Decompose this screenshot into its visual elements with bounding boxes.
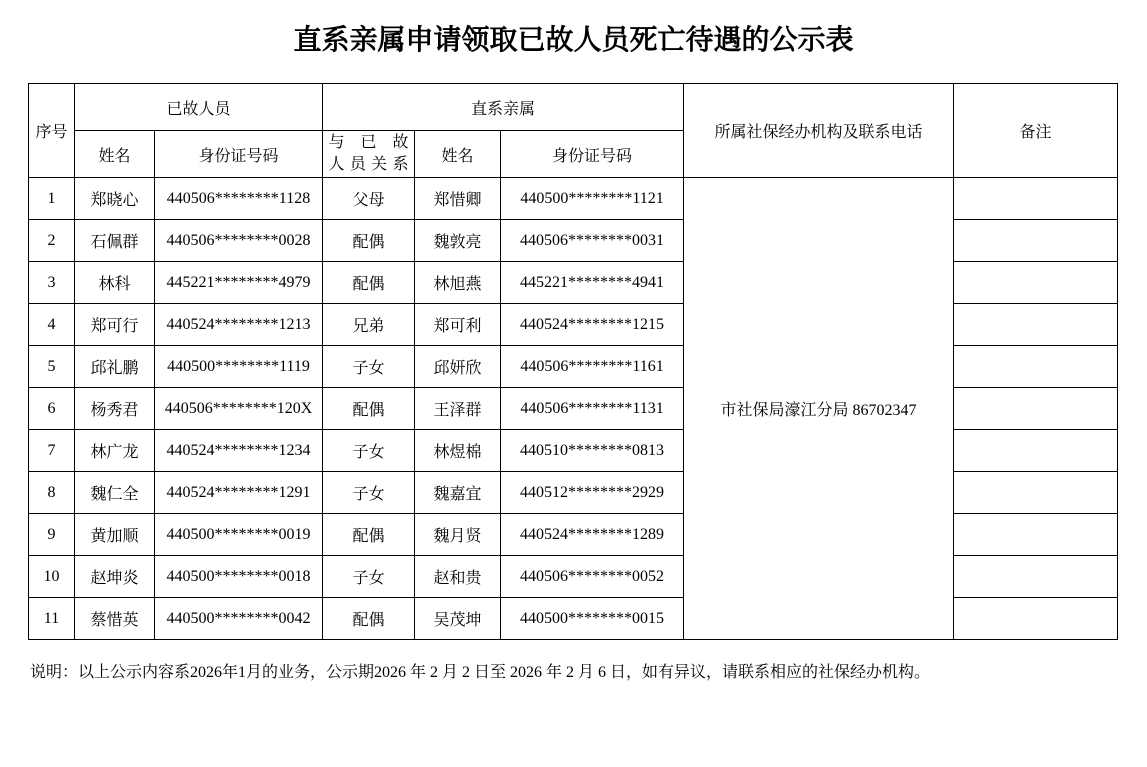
table-row bbox=[29, 430, 1118, 472]
cell-deceased-name: 黄加顺 bbox=[75, 514, 155, 556]
cell-no: 10 bbox=[29, 556, 75, 598]
cell-deceased-name: 郑可行 bbox=[75, 304, 155, 346]
remark-cell bbox=[954, 178, 1118, 220]
header-deceased-name: 姓名 bbox=[75, 131, 155, 178]
cell-no: 9 bbox=[29, 514, 75, 556]
cell-no: 4 bbox=[29, 304, 75, 346]
cell-relative-id: 445221********4941 bbox=[501, 262, 684, 304]
cell-relation: 配偶 bbox=[323, 388, 415, 430]
header-agency: 所属社保经办机构及联系电话 bbox=[684, 84, 954, 178]
cell-relative-name: 郑可利 bbox=[415, 304, 501, 346]
cell-relative-name: 魏敦亮 bbox=[415, 220, 501, 262]
cell-deceased-id: 440524********1213 bbox=[155, 304, 323, 346]
cell-deceased-id: 440524********1234 bbox=[155, 430, 323, 472]
cell-relative-id: 440512********2929 bbox=[501, 472, 684, 514]
cell-deceased-id: 440506********0028 bbox=[155, 220, 323, 262]
cell-deceased-name: 邱礼鹏 bbox=[75, 346, 155, 388]
table-row bbox=[29, 388, 1118, 430]
header-serial: 序号 bbox=[29, 84, 75, 178]
cell-relative-name: 赵和贵 bbox=[415, 556, 501, 598]
table-row bbox=[29, 598, 1118, 640]
cell-no: 3 bbox=[29, 262, 75, 304]
agency-cell: 市社保局濠江分局 86702347 bbox=[684, 178, 954, 640]
remark-cell bbox=[954, 598, 1118, 640]
cell-relation: 配偶 bbox=[323, 598, 415, 640]
cell-relation: 兄弟 bbox=[323, 304, 415, 346]
cell-relative-id: 440506********0031 bbox=[501, 220, 684, 262]
page-title: 直系亲属申请领取已故人员死亡待遇的公示表 bbox=[293, 24, 854, 55]
header-row-1 bbox=[29, 84, 1118, 131]
header-relative-id: 身份证号码 bbox=[501, 131, 684, 178]
cell-relative-name: 魏月贤 bbox=[415, 514, 501, 556]
cell-deceased-name: 林科 bbox=[75, 262, 155, 304]
cell-no: 6 bbox=[29, 388, 75, 430]
header-deceased-id: 身份证号码 bbox=[155, 131, 323, 178]
cell-relative-id: 440506********1131 bbox=[501, 388, 684, 430]
remark-cell bbox=[954, 514, 1118, 556]
remark-cell bbox=[954, 388, 1118, 430]
cell-deceased-id: 440524********1291 bbox=[155, 472, 323, 514]
cell-relation: 配偶 bbox=[323, 514, 415, 556]
table-row bbox=[29, 262, 1118, 304]
cell-relative-name: 林旭燕 bbox=[415, 262, 501, 304]
cell-deceased-name: 魏仁全 bbox=[75, 472, 155, 514]
cell-relative-name: 林煜棉 bbox=[415, 430, 501, 472]
remark-cell bbox=[954, 430, 1118, 472]
cell-relation: 配偶 bbox=[323, 262, 415, 304]
cell-deceased-name: 郑晓心 bbox=[75, 178, 155, 220]
cell-deceased-name: 石佩群 bbox=[75, 220, 155, 262]
cell-relative-name: 郑惜卿 bbox=[415, 178, 501, 220]
table-row bbox=[29, 304, 1118, 346]
cell-deceased-id: 440506********1128 bbox=[155, 178, 323, 220]
cell-relative-id: 440506********0052 bbox=[501, 556, 684, 598]
table-header bbox=[29, 84, 1118, 178]
cell-no: 5 bbox=[29, 346, 75, 388]
cell-no: 11 bbox=[29, 598, 75, 640]
cell-deceased-name: 杨秀君 bbox=[75, 388, 155, 430]
cell-relative-id: 440500********1121 bbox=[501, 178, 684, 220]
cell-no: 7 bbox=[29, 430, 75, 472]
cell-deceased-id: 445221********4979 bbox=[155, 262, 323, 304]
header-relative-group: 直系亲属 bbox=[323, 84, 684, 131]
cell-relative-name: 魏嘉宜 bbox=[415, 472, 501, 514]
notice-table bbox=[28, 83, 1118, 640]
cell-relation: 子女 bbox=[323, 346, 415, 388]
header-relation-text: 与已故 人员关系 bbox=[328, 134, 409, 173]
cell-relative-name: 吴茂坤 bbox=[415, 598, 501, 640]
table-row bbox=[29, 220, 1118, 262]
cell-relation: 子女 bbox=[323, 472, 415, 514]
header-relative-name: 姓名 bbox=[415, 131, 501, 178]
cell-relative-id: 440524********1215 bbox=[501, 304, 684, 346]
table-body bbox=[29, 178, 1118, 640]
cell-relation: 配偶 bbox=[323, 220, 415, 262]
cell-relation: 父母 bbox=[323, 178, 415, 220]
remark-cell bbox=[954, 346, 1118, 388]
cell-deceased-id: 440500********1119 bbox=[155, 346, 323, 388]
header-relation bbox=[323, 131, 415, 178]
cell-deceased-name: 赵坤炎 bbox=[75, 556, 155, 598]
remark-cell bbox=[954, 262, 1118, 304]
header-deceased-group: 已故人员 bbox=[75, 84, 323, 131]
table-row bbox=[29, 556, 1118, 598]
cell-relative-id: 440506********1161 bbox=[501, 346, 684, 388]
cell-no: 2 bbox=[29, 220, 75, 262]
cell-deceased-id: 440500********0019 bbox=[155, 514, 323, 556]
cell-relative-id: 440510********0813 bbox=[501, 430, 684, 472]
cell-deceased-id: 440500********0042 bbox=[155, 598, 323, 640]
cell-relative-name: 王泽群 bbox=[415, 388, 501, 430]
remark-cell bbox=[954, 472, 1118, 514]
cell-relation: 子女 bbox=[323, 556, 415, 598]
footer-note: 说明：以上公示内容系2026年1月的业务，公示期2026 年 2 月 2 日至 2026 年 2 月 6 日，如有异议，请联系相应的社保经办机构。 bbox=[30, 664, 931, 681]
remark-cell bbox=[954, 556, 1118, 598]
cell-deceased-id: 440500********0018 bbox=[155, 556, 323, 598]
header-remarks: 备注 bbox=[954, 84, 1118, 178]
cell-relative-name: 邱妍欣 bbox=[415, 346, 501, 388]
cell-relation: 子女 bbox=[323, 430, 415, 472]
table-row bbox=[29, 178, 1118, 220]
cell-deceased-name: 林广龙 bbox=[75, 430, 155, 472]
table-row bbox=[29, 472, 1118, 514]
cell-relative-id: 440500********0015 bbox=[501, 598, 684, 640]
cell-no: 1 bbox=[29, 178, 75, 220]
remark-cell bbox=[954, 304, 1118, 346]
remark-cell bbox=[954, 220, 1118, 262]
table-row bbox=[29, 346, 1118, 388]
table-row bbox=[29, 514, 1118, 556]
cell-no: 8 bbox=[29, 472, 75, 514]
cell-deceased-name: 蔡惜英 bbox=[75, 598, 155, 640]
cell-relative-id: 440524********1289 bbox=[501, 514, 684, 556]
cell-deceased-id: 440506********120X bbox=[155, 388, 323, 430]
